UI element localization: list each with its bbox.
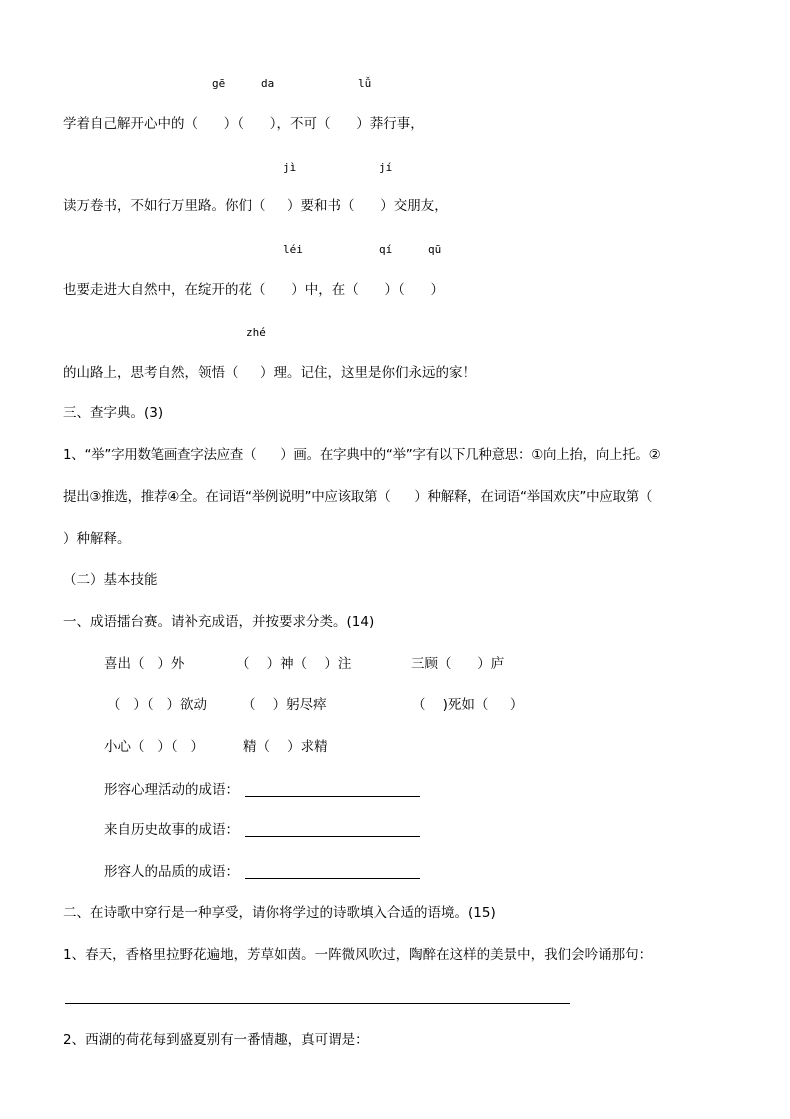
passage-line: 的山路上，思考自然，领悟（ ）理。记住，这里是你们永远的家！ — [63, 365, 476, 381]
passage-line: 学着自己解开心中的（ ）（ ），不可（ ）莽行事， — [63, 116, 424, 132]
section-title: 一、成语擂台赛。请补充成语，并按要求分类。(14) — [63, 614, 375, 630]
passage-line: 读万卷书，不如行万里路。你们（ ）要和书（ ）交朋友， — [63, 198, 448, 214]
answer-line[interactable] — [65, 1003, 570, 1004]
idiom-item: （ ）神（ ）注 — [236, 656, 352, 672]
pinyin-qu: qū — [428, 243, 442, 256]
pinyin-lei: léi — [283, 243, 303, 256]
poetry-question: 1、春天，香格里拉野花遍地，芳草如茵。一阵微风吹过，陶醉在这样的美景中，我们会吟诵那句： — [63, 947, 653, 963]
idiom-item: （ ）躬尽瘁 — [242, 697, 327, 713]
idiom-item: 喜出（ ）外 — [104, 656, 185, 672]
idiom-item: 三顾（ ）庐 — [411, 656, 505, 672]
answer-line[interactable] — [245, 796, 420, 797]
dictionary-question-line: ）种解释。 — [63, 531, 131, 547]
pinyin-qi: qí — [379, 243, 393, 256]
pinyin-ji4: jì — [283, 161, 297, 174]
part-title: （二）基本技能 — [63, 572, 158, 588]
section-title: 二、在诗歌中穿行是一种享受，请你将学过的诗歌填入合适的语境。(15) — [63, 905, 496, 921]
idiom-item: （ )死如（ ） — [412, 697, 524, 713]
pinyin-ge: gē — [212, 77, 226, 90]
pinyin-lv: lǚ — [358, 77, 372, 90]
poetry-question: 2、西湖的荷花每到盛夏别有一番情趣，真可谓是： — [63, 1032, 369, 1048]
pinyin-zhe: zhé — [246, 326, 266, 339]
idiom-item: （ ）（ ）欲动 — [107, 697, 207, 713]
pinyin-da: da — [261, 77, 275, 90]
idiom-item: 精（ ）求精 — [243, 739, 328, 755]
category-label: 来自历史故事的成语： — [104, 822, 239, 838]
section-title: 三、查字典。(3) — [63, 405, 164, 421]
category-label: 形容人的品质的成语： — [104, 864, 239, 880]
category-label: 形容心理活动的成语： — [104, 782, 239, 798]
pinyin-ji2: jí — [379, 161, 393, 174]
answer-line[interactable] — [245, 878, 420, 879]
answer-line[interactable] — [245, 836, 420, 837]
dictionary-question-line: 提出③推选，推荐④全。在词语“举例说明”中应该取第（ ）种解释，在词语“举国欢庆”中应取第（ — [63, 489, 653, 505]
idiom-item: 小心（ ）（ ） — [104, 739, 204, 755]
passage-line: 也要走进大自然中，在绽开的花（ ）中，在（ ）（ ） — [63, 282, 444, 298]
dictionary-question-line: 1、“举”字用数笔画查字法应查（ ）画。在字典中的“举”字有以下几种意思：①向上抬，向上托。② — [63, 447, 661, 463]
